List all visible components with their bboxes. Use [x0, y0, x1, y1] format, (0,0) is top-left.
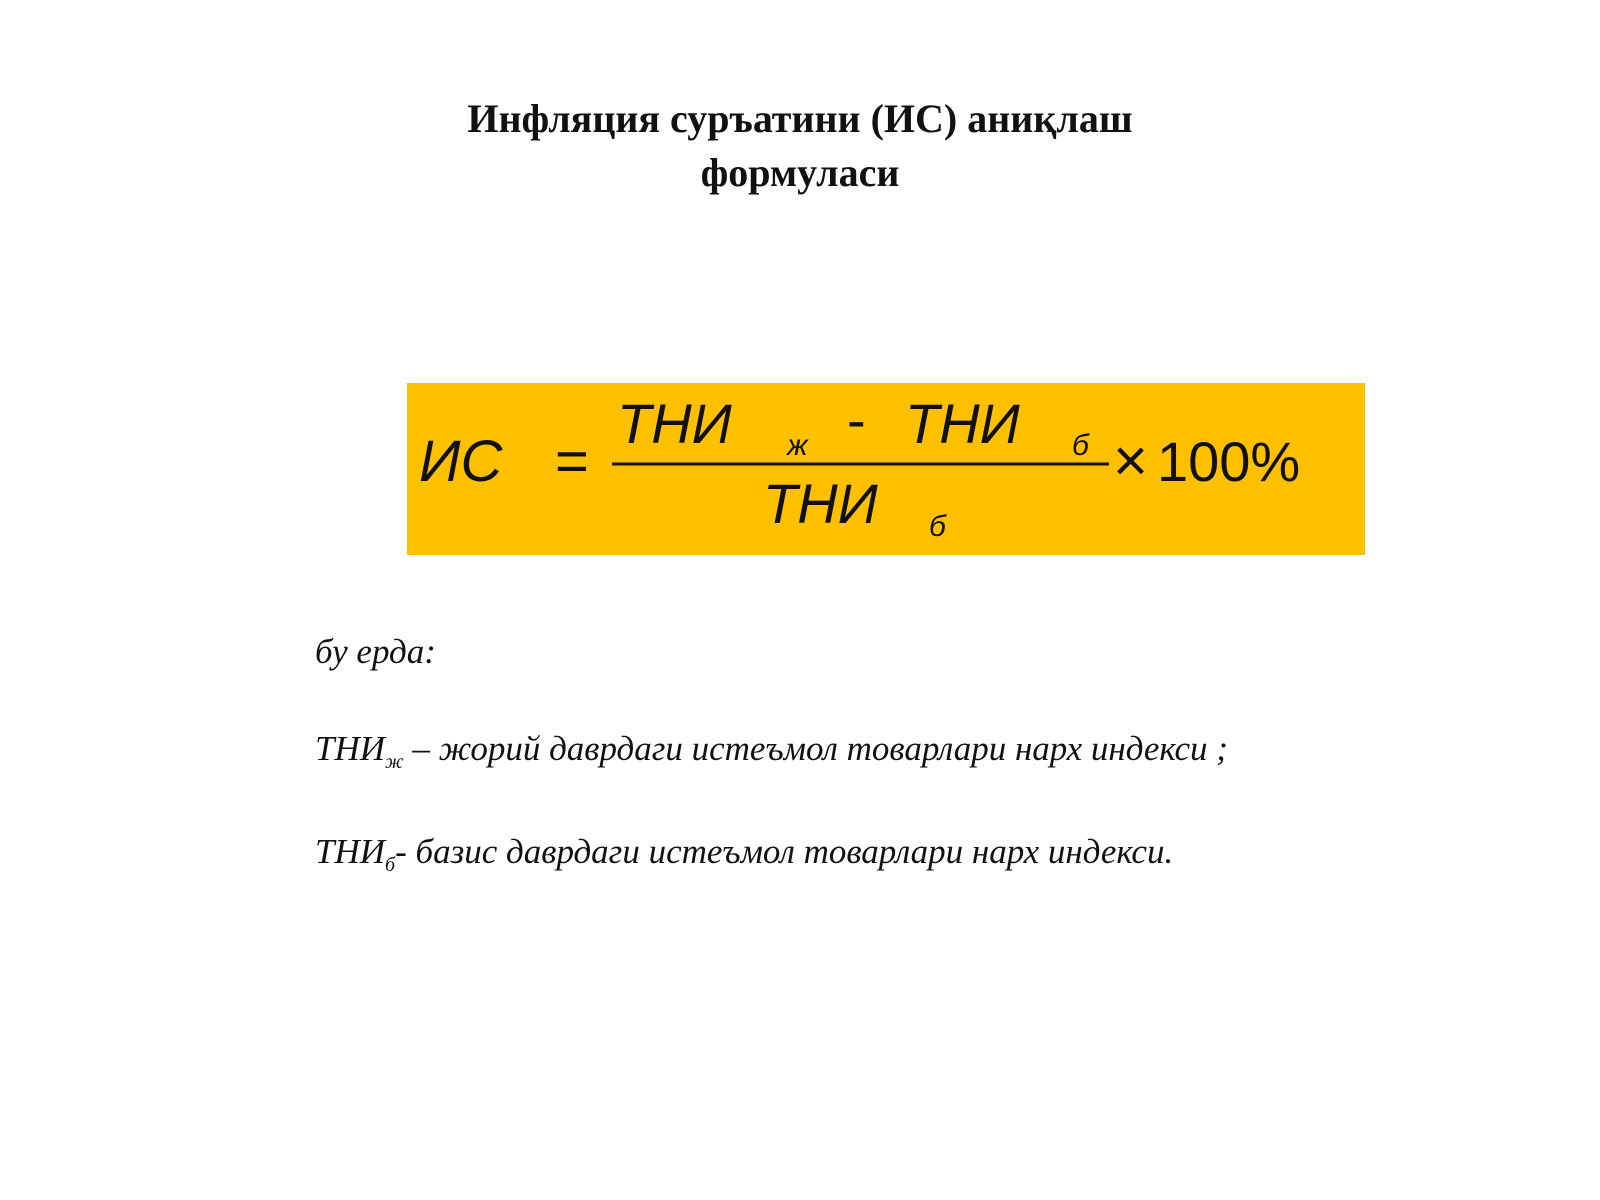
legend-item-current-index: [315, 728, 1228, 773]
formula-lhs: ИС: [419, 429, 503, 494]
formula-equals: =: [555, 429, 589, 494]
formula-box: [407, 383, 1365, 555]
slide-title-line-1: Инфляция суръатини (ИС) аниқлаш: [467, 96, 1133, 141]
legend-item-term: ТНИ: [315, 729, 386, 768]
slide-title: [400, 92, 1200, 200]
legend-item-subscript: ж: [385, 751, 404, 773]
formula-numerator-term-1: ТНИ: [617, 392, 732, 455]
legend-item-text: – жорий даврдаги истеъмол товарлари нарх индекси ;: [403, 729, 1228, 768]
formula-multiplier: 100%: [1157, 430, 1301, 493]
formula-numerator-subscript-2: б: [1072, 429, 1089, 462]
formula-denominator-subscript: б: [929, 510, 946, 543]
legend-item-term: ТНИ: [315, 832, 386, 871]
formula-numerator-subscript-1: ж: [787, 429, 808, 462]
slide-title-line-2: формуласи: [700, 150, 900, 195]
legend-intro: бу ерда:: [315, 632, 436, 671]
formula-denominator-term: ТНИ: [763, 472, 878, 535]
formula-numerator-term-2: ТНИ: [905, 392, 1020, 455]
formula-graphic: [407, 383, 1365, 555]
legend-item-subscript: б: [385, 854, 396, 876]
legend-item-base-index: [315, 831, 1174, 876]
formula-minus: -: [847, 388, 866, 451]
legend-item-text: - базис даврдаги истеъмол товарлари нарх индекси.: [395, 832, 1174, 871]
formula-times: ×: [1113, 427, 1149, 494]
